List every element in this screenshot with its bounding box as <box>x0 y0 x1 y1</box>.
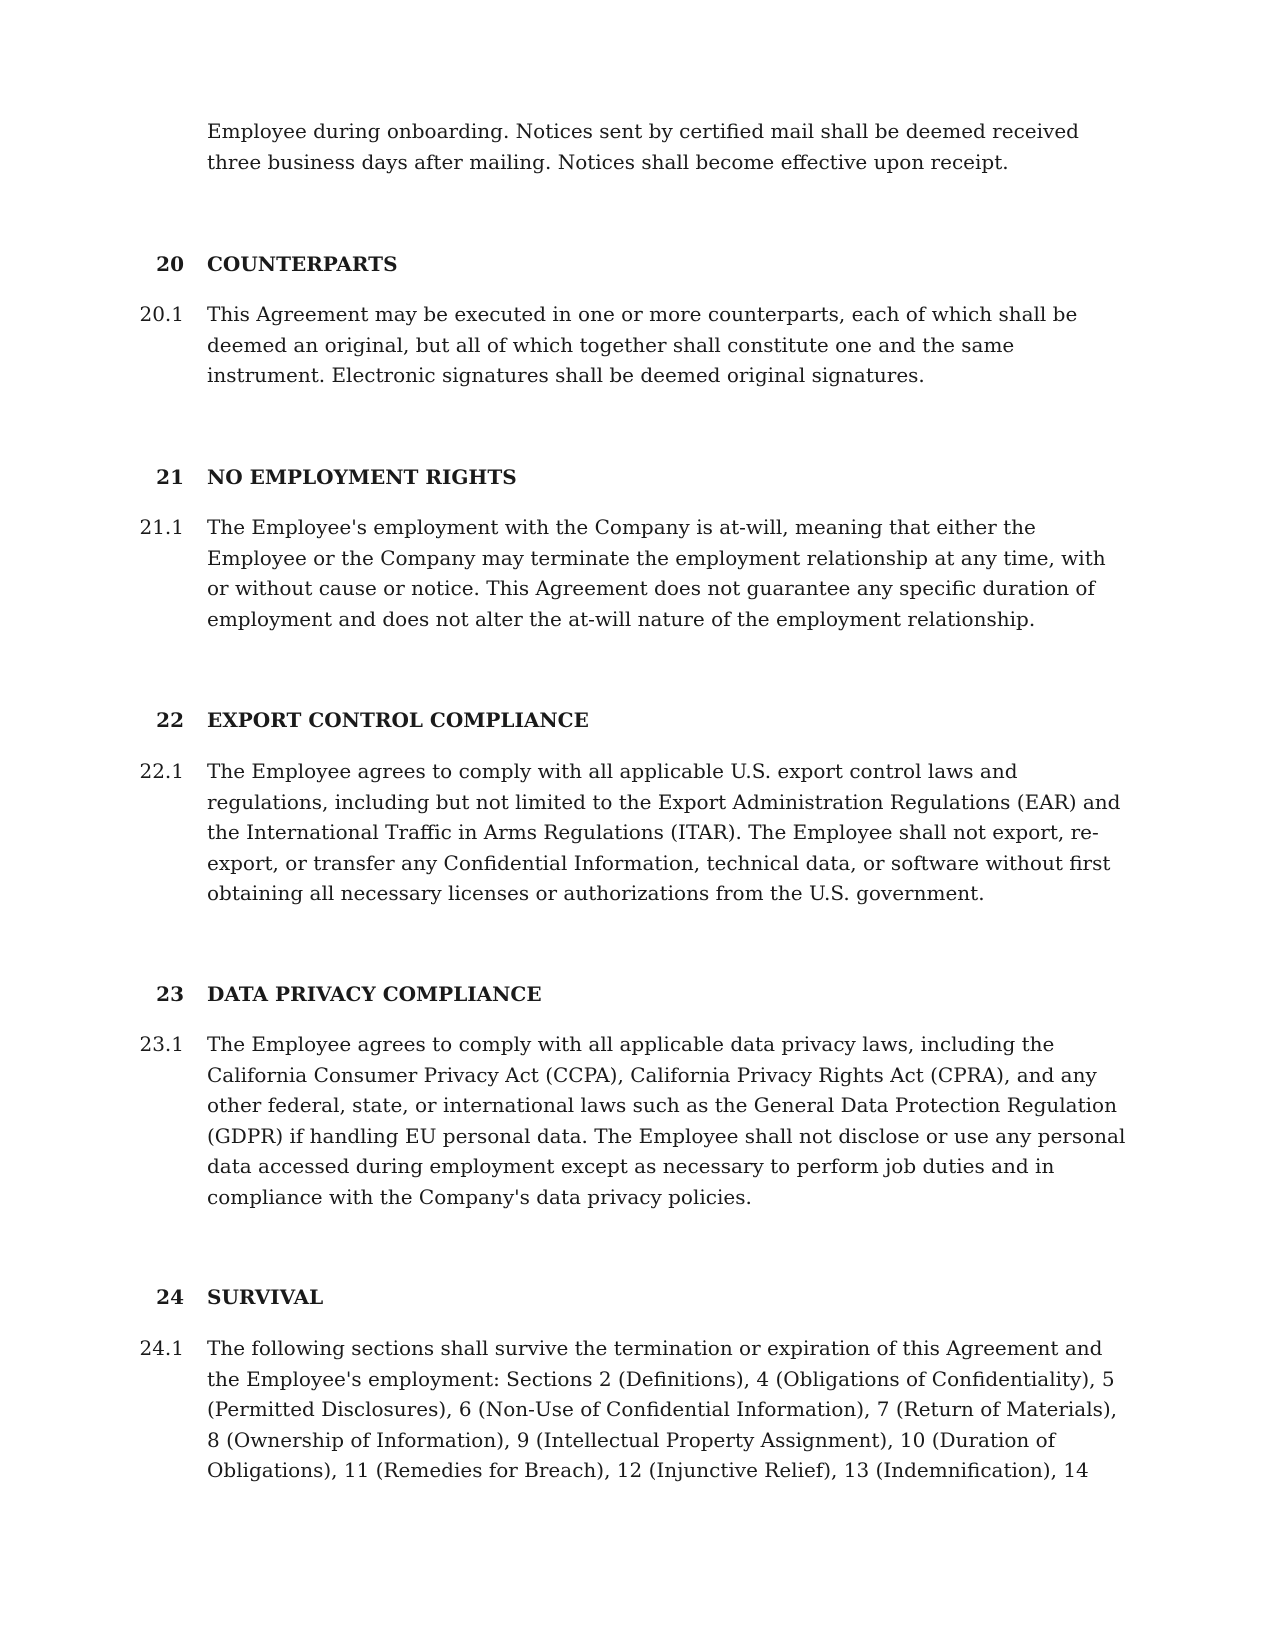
section-number: 21 <box>156 465 184 489</box>
continuation-paragraph: Employee during onboarding. Notices sent by certified mail shall be deemed received three business days after mailing. Notices shall become effective upon receipt. <box>207 119 1079 174</box>
clause-number: 23.1 <box>139 1032 184 1056</box>
clause-number: 20.1 <box>139 302 184 326</box>
clause-text: The Employee agrees to comply with all applicable U.S. export control laws and regulations, including but not limited to the Export Administration Regulations (EAR) and the International Traffic in Arms Regulations (ITAR). The Employee shall not export, re-export, or transfer any Confidential Information, technical data, or software without first obtaining all necessary licenses or authorizations from the U.S. government. <box>207 759 1121 905</box>
section-heading: COUNTERPARTS <box>207 252 398 276</box>
clause-text: This Agreement may be executed in one or more counterparts, each of which shall be deemed an original, but all of which together shall constitute one and the same instrument. Electronic signatures shall be deemed original signatures. <box>207 302 1078 387</box>
clause-number: 21.1 <box>139 515 184 539</box>
section-heading: SURVIVAL <box>207 1285 324 1309</box>
section-number: 24 <box>156 1285 184 1309</box>
section-heading: EXPORT CONTROL COMPLIANCE <box>207 708 589 732</box>
clause-number: 22.1 <box>139 759 184 783</box>
section-number: 20 <box>156 252 184 276</box>
section-number: 22 <box>156 708 184 732</box>
clause-text: The following sections shall survive the termination or expiration of this Agreement and the Employee's employment: Sections 2 (Definitions), 4 (Obligations of Confidentiality), 5 (Permitted Disclosures), 6 (Non-Use of Confidential Information), 7 (Return of Materials), 8 (Ownership of Information), 9 (Intellectual Property Assignment), 10 (Duration of Obligations), 11 (Remedies for Breach), 12 (Injunctive Relief), 13 (Indemnification), 14 <box>207 1336 1118 1482</box>
section-number: 23 <box>156 982 184 1006</box>
clause-number: 24.1 <box>139 1336 184 1360</box>
clause-text: The Employee agrees to comply with all applicable data privacy laws, including the California Consumer Privacy Act (CCPA), California Privacy Rights Act (CPRA), and any other federal, state, or international laws such as the General Data Protection Regulation (GDPR) if handling EU personal data. The Employee shall not disclose or use any personal data accessed during employment except as necessary to perform job duties and in compliance with the Company's data privacy policies. <box>207 1032 1126 1209</box>
section-heading: DATA PRIVACY COMPLIANCE <box>207 982 542 1006</box>
clause-text: The Employee's employment with the Company is at-will, meaning that either the Employee or the Company may terminate the employment relationship at any time, with or without cause or notice. This Agreement does not guarantee any specific duration of employment and does not alter the at-will nature of the employment relationship. <box>207 515 1106 631</box>
section-heading: NO EMPLOYMENT RIGHTS <box>207 465 517 489</box>
